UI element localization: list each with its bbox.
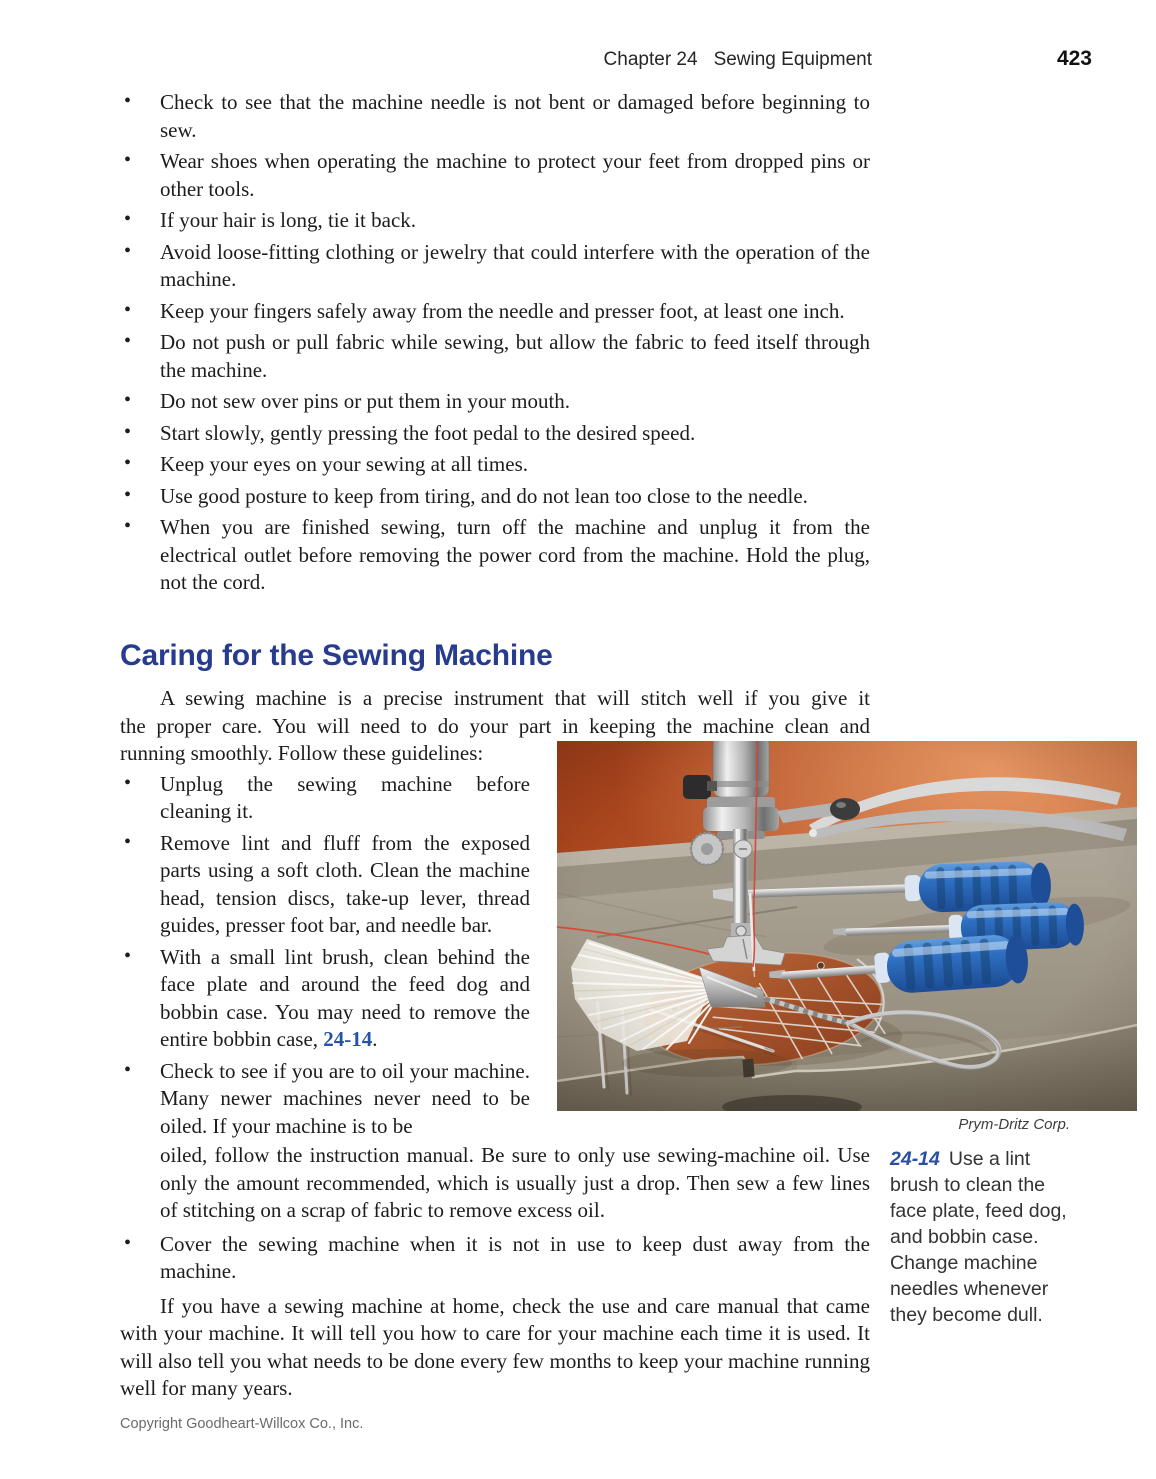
bullet-marker: • [124, 330, 132, 352]
bullet-marker: • [124, 298, 132, 321]
safety-bullet-item [120, 298, 870, 326]
bullet-marker: • [124, 944, 132, 967]
running-head [604, 47, 872, 73]
bullet-marker: • [124, 239, 132, 262]
bullet-text: When you are finished sewing, turn off the machine and unplug it from the electrical outlet before removing the power cord from the machine. Hold the plug, not the cord. [160, 515, 870, 594]
section-heading: Caring for the Sewing Machine [120, 639, 553, 672]
bullet-text: With a small lint brush, clean behind the face plate and around the feed dog and bobbin case. You may need to remove the entire bobbin case, [160, 944, 530, 1051]
safety-bullet-item [120, 420, 870, 448]
sewing-tools-photo-illustration [557, 741, 1137, 1111]
bullet-text: Use good posture to keep from tiring, and do not lean too close to the needle. [160, 483, 808, 508]
chapter-number: Chapter 24 [603, 49, 698, 70]
safety-bullet-item [120, 329, 870, 384]
closing-paragraph: If you have a sewing machine at home, check the use and care manual that came with your machine. It will tell you how to care for your machine each time it is used. It will also tell you what needs to be done every few months to keep your machine running well for many years. [120, 1293, 870, 1400]
figure-caption-text: Use a lint brush to clean the face plate, feed dog, and bobbin case. Change machine needles whenever they become dull. [890, 1148, 1067, 1326]
bullet-text: . [372, 1027, 378, 1051]
intro-paragraph [120, 685, 870, 740]
bullet-text: Do not push or pull fabric while sewing, but allow the fabric to feed itself through the machine. [160, 330, 870, 382]
bullet-marker: • [124, 389, 132, 411]
bullet-marker: • [124, 771, 132, 794]
safety-guidelines-list [120, 89, 870, 623]
bullet-text: Keep your fingers safely away from the needle and presser foot, at least one inch. [160, 298, 845, 323]
safety-bullet-item [120, 148, 870, 203]
page-number: 423 [1056, 47, 1092, 70]
safety-bullet-item [120, 239, 870, 294]
photo-credit: Prym-Dritz Corp. [958, 1116, 1070, 1133]
bullet-text: Check to see that the machine needle is not bent or damaged before beginning to sew. [160, 90, 870, 142]
bullet-text: Check to see if you are to oil your machine. Many newer machines never need to be oiled. If your machine is to be [160, 1058, 530, 1138]
bullet-marker: • [124, 1058, 132, 1081]
bullet-text: Cover the sewing machine when it is not in use to keep dust away from the machine. [160, 1231, 870, 1283]
bullet-text: Avoid loose-fitting clothing or jewelry that could interfere with the operation of the machine. [160, 239, 870, 291]
figure-caption [890, 1146, 1072, 1328]
safety-bullet-item [120, 483, 870, 511]
care-bullet-item [120, 1231, 870, 1286]
bullet-marker: • [124, 515, 132, 537]
bullet-text: Remove lint and fluff from the exposed parts using a soft cloth. Clean the machine head, tension discs, take-up lever, thread guides, presser foot bar, and needle bar. [160, 830, 530, 937]
bullet-marker: • [124, 1231, 132, 1254]
intro-line: the proper care. You will need to do your part in keeping the machine clean and [120, 713, 870, 738]
bullet-text: Wear shoes when operating the machine to protect your feet from dropped pins or other tools. [160, 149, 870, 201]
safety-bullet-item [120, 514, 870, 597]
intro-line: running smoothly. Follow these guidelines: [120, 741, 484, 765]
copyright-footer: Copyright Goodheart-Willcox Co., Inc. [120, 1416, 364, 1432]
bullet-marker: • [124, 452, 132, 474]
bullet-text: Unplug the sewing machine before cleaning it. [160, 771, 530, 823]
bullet-text: Do not sew over pins or put them in your mouth. [160, 389, 571, 413]
intro-line: A sewing machine is a precise instrument that will stitch well if you give it [160, 686, 870, 710]
safety-bullet-item [120, 207, 870, 235]
care-guidelines-list-wide [120, 1231, 870, 1286]
figure-reference-link: 24-14 [323, 1027, 373, 1051]
figure-caption-label: 24-14 [890, 1148, 940, 1170]
safety-bullet-item [120, 388, 870, 416]
bullet-text: If your hair is long, tie it back. [160, 208, 417, 232]
figure-photo [557, 741, 1137, 1111]
bullet-marker: • [124, 149, 132, 171]
bullet-marker: • [124, 90, 132, 112]
bullet-marker: • [124, 208, 132, 230]
bullet-text: Keep your eyes on your sewing at all times. [160, 452, 528, 476]
bullet-marker: • [124, 483, 132, 506]
bullet-text: Start slowly, gently pressing the foot pedal to the desired speed. [160, 420, 696, 445]
safety-bullet-item [120, 451, 870, 479]
page-header [120, 0, 1092, 73]
bullet-marker: • [124, 420, 132, 443]
bullet-marker: • [124, 830, 132, 853]
safety-bullet-item [120, 89, 870, 144]
oil-bullet-continuation: oiled, follow the instruction manual. Be sure to only use sewing-machine oil. Use only the amount recommended, which is usually just a drop. Then sew a few lines of stitching on a scrap of fabric to remove excess oil. [160, 1143, 870, 1222]
chapter-title: Sewing Equipment [713, 49, 872, 70]
